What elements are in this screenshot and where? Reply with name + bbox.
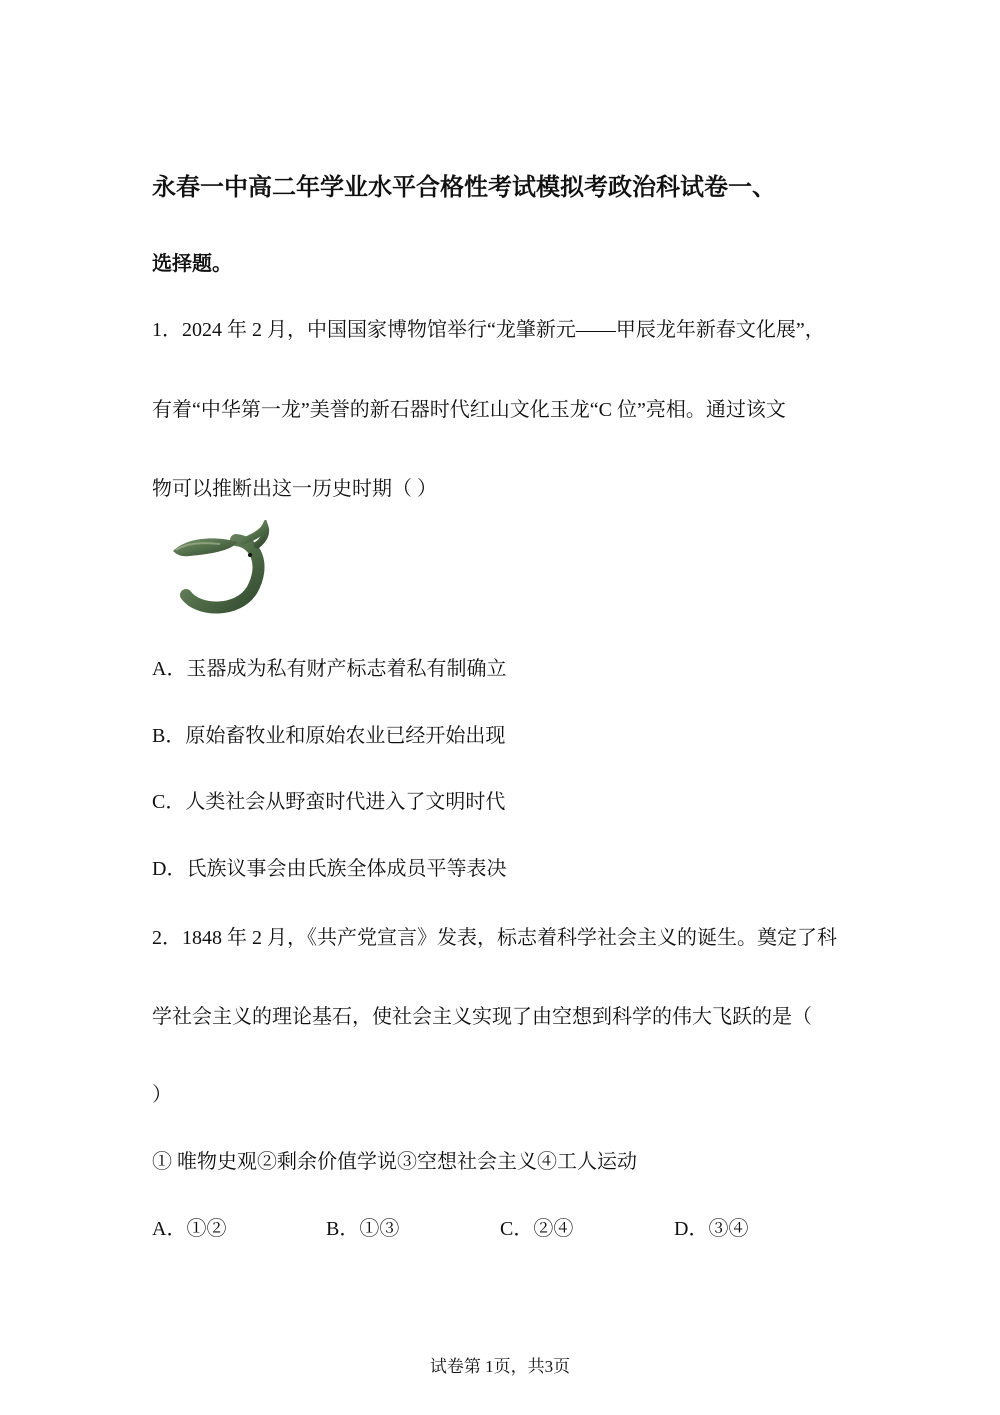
question-2-items: ① 唯物史观②剩余价值学说③空想社会主义④工人运动: [152, 1151, 637, 1173]
question-2-text-line-3: ）: [152, 1084, 172, 1106]
question-2-text-line-1: 2．1848 年 2 月，《共产党宣言》发表，标志着科学社会主义的诞生。奠定了科: [152, 927, 837, 949]
section-heading: 选择题。: [152, 251, 232, 275]
page-footer: 试卷第 1页，共3页: [429, 1357, 571, 1376]
question-1-text-line-1: 1．2024 年 2 月，中国国家博物馆举行“龙肇新元——甲辰龙年新春文化展”，: [152, 319, 825, 341]
question-2-options: [152, 1216, 852, 1242]
question-2-option-b: B．①③: [326, 1218, 400, 1240]
question-1-option-d: D．氏族议事会由氏族全体成员平等表决: [152, 858, 507, 880]
jade-dragon-image: [168, 520, 270, 614]
question-2-option-a: A．①②: [152, 1218, 227, 1240]
document-title: 永春一中高二年学业水平合格性考试模拟考政治科试卷一、: [152, 173, 776, 201]
question-1-option-c: C．人类社会从野蛮时代进入了文明时代: [152, 791, 506, 813]
question-2-text-line-2: 学社会主义的理论基石，使社会主义实现了由空想到科学的伟大飞跃的是（: [152, 1006, 812, 1028]
question-2-option-c: C．②④: [500, 1218, 574, 1240]
question-1-text-line-2: 有着“中华第一龙”美誉的新石器时代红山文化玉龙“C 位”亮相。通过该文: [152, 399, 786, 421]
question-2-option-d: D．③④: [674, 1218, 749, 1240]
question-1-option-a: A．玉器成为私有财产标志着私有制确立: [152, 658, 507, 680]
question-1-text-line-3: 物可以推断出这一历史时期（ ）: [152, 478, 437, 500]
question-1-option-b: B．原始畜牧业和原始农业已经开始出现: [152, 725, 506, 747]
